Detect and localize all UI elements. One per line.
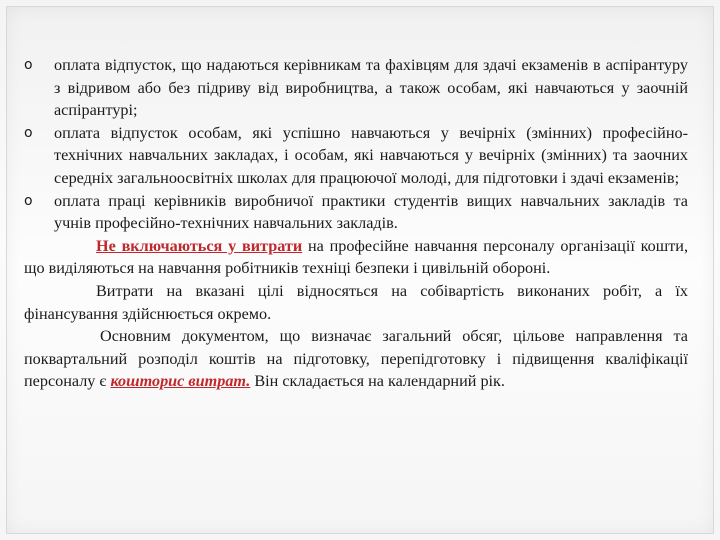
highlight-not-included: Не включаються у витрати	[96, 236, 303, 255]
list-item	[24, 122, 688, 190]
paragraph-exclusions	[24, 235, 688, 280]
paragraph-cost-allocation	[24, 280, 688, 325]
paragraph-text: Основним документом, що визначає загальний обсяг, цільове направлення та поквартальний розподіл коштів на підготовку, перепідготовку і підвищення кваліфікації персоналу є	[24, 327, 688, 391]
bullet-marker: o	[24, 57, 33, 73]
document-body	[24, 54, 688, 393]
paragraph-main-document	[24, 325, 688, 393]
paragraph-text: Витрати на вказані цілі відносяться на собівартість виконаних робіт, а їх фінансування здійснюється окремо.	[24, 281, 688, 323]
highlight-cost-estimate: кошторис витрат.	[110, 372, 251, 391]
paragraph-text: Він складається на календарний рік.	[250, 372, 505, 391]
list-item	[24, 54, 688, 122]
list-item-text: оплата відпусток, що надаються керівникам та фахівцям для здачі екзаменів в аспірантуру з відривом або без підриву від виробництва, а також особам, які навчаються у заочній аспірантурі;	[54, 56, 688, 120]
list-item-text: оплата праці керівників виробничої практики студентів вищих навчальних закладів та учнів професійно-технічних навчальних закладів.	[54, 191, 688, 233]
list-item-text: оплата відпусток особам, які успішно навчаються у вечірніх (змінних) професійно-технічних навчальних закладах, і особам, які навчаються у вечірніх (змінних) та заочних середніх загальноосвітніх школах для працюючої молоді, для підготовки і здачі екзаменів;	[54, 123, 688, 187]
bullet-marker: o	[24, 124, 33, 141]
bullet-marker: o	[24, 192, 33, 209]
bullet-list	[24, 54, 688, 235]
paragraph-text: на професійне навчання персоналу організації кошти, що виділяються на навчання робітників техніці безпеки і цивільній обороні.	[24, 236, 688, 278]
list-item	[24, 190, 688, 235]
